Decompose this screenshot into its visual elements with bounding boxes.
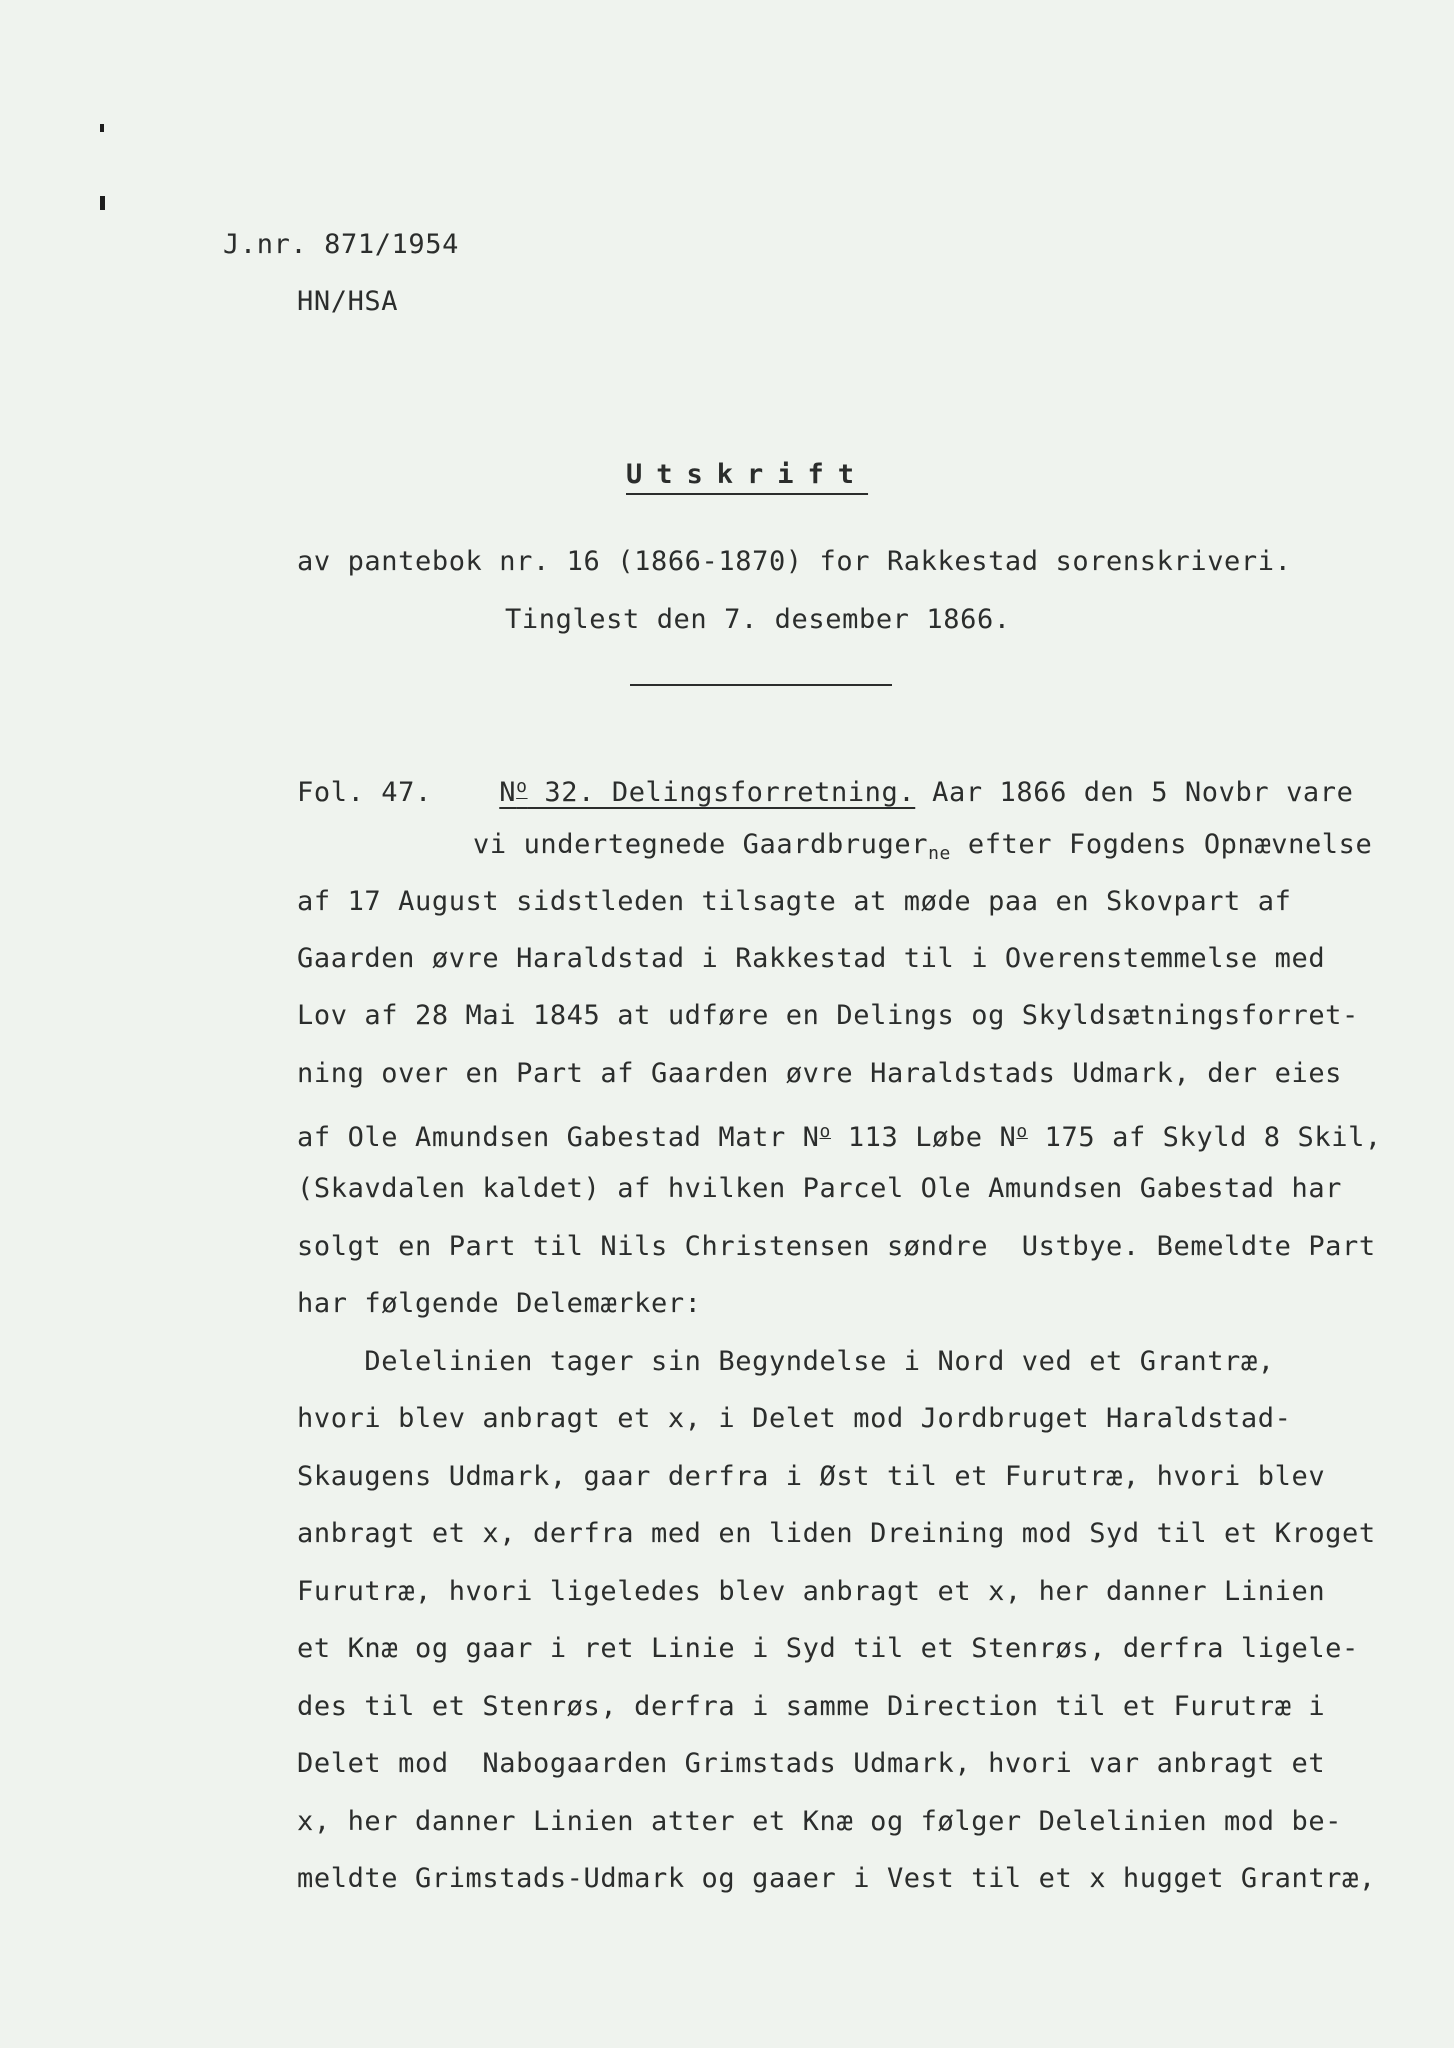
subtitle-line-1: av pantebok nr. 16 (1866-1870) for Rakkestad sorenskriveri. [297,546,1292,577]
entry-first-line [297,771,1354,809]
body-line-17: des til et Stenrøs, derfra i samme Direction til et Furutræ i [297,1691,1326,1722]
number-sup: o [516,776,528,797]
number-sup: o [1016,1121,1028,1142]
initials: HN/HSA [297,286,399,317]
body-line-16: et Knæ og gaar i ret Linie i Syd til et Stenrøs, derfra ligele- [297,1633,1359,1664]
entry-line-tail: Aar 1866 den 5 Novbr vare [915,777,1354,808]
text-span: 113 Løbe N [830,1122,1017,1153]
subtitle-line-2: Tinglest den 7. desember 1866. [505,604,1011,635]
body-line-7 [297,1116,1382,1154]
body-line-14: anbragt et x, derfra med en liden Dreining mod Syd til et Kroget [297,1518,1376,1549]
body-line-4: Gaarden øvre Haraldstad i Rakkestad til i Overenstemmelse med [297,943,1326,974]
text-span-small: ne [928,843,951,864]
entry-title: 32. Delingsforretning. [527,777,916,808]
body-line-11: Delelinien tager sin Begyndelse i Nord ved et Grantræ, [297,1346,1275,1377]
text-span: af Ole Amundsen Gabestad Matr N [297,1122,820,1153]
body-line-13: Skaugens Udmark, gaar derfra i Øst til et Furutræ, hvori blev [297,1461,1326,1492]
body-line-6: ning over en Part af Gaarden øvre Haraldstads Udmark, der eies [297,1058,1343,1089]
margin-mark [100,124,104,132]
body-line-10: har følgende Delemærker: [297,1288,702,1319]
body-line-5: Lov af 28 Mai 1845 at udføre en Delings og Skyldsætningsforret- [297,1000,1359,1031]
divider-rule [630,684,892,686]
document-title: Utskrift [626,459,869,490]
body-line-19: x, her danner Linien atter et Knæ og følger Delelinien mod be- [297,1806,1343,1837]
entry-heading [499,777,915,808]
text-span: 175 af Skyld 8 Skil, [1027,1122,1382,1153]
text-span: vi undertegnede Gaardbruger [473,829,929,860]
body-line-8: (Skavdalen kaldet) af hvilken Parcel Ole Amundsen Gabestad har [297,1173,1343,1204]
body-line-9: solgt en Part til Nils Christensen søndre Ustbye. Bemeldte Part [297,1231,1376,1262]
body-line-18: Delet mod Nabogaarden Grimstads Udmark, hvori var anbragt et [297,1748,1326,1779]
folio-label: Fol. 47. [297,777,432,808]
number-prefix: N [499,777,517,808]
text-span: efter Fogdens Opnævnelse [950,829,1373,860]
margin-mark [100,196,105,210]
body-line-20: meldte Grimstads-Udmark og gaaer i Vest til et x hugget Grantræ, [297,1863,1376,1894]
body-line-3: af 17 August sidstleden tilsagte at møde paa en Skovpart af [297,886,1292,917]
body-line-15: Furutræ, hvori ligeledes blev anbragt et x, her danner Linien [297,1576,1326,1607]
body-line-12: hvori blev anbragt et x, i Delet mod Jordbruget Haraldstad- [297,1403,1292,1434]
number-sup: o [819,1121,831,1142]
body-line-2 [473,829,1372,870]
journal-reference: J.nr. 871/1954 [223,229,459,260]
